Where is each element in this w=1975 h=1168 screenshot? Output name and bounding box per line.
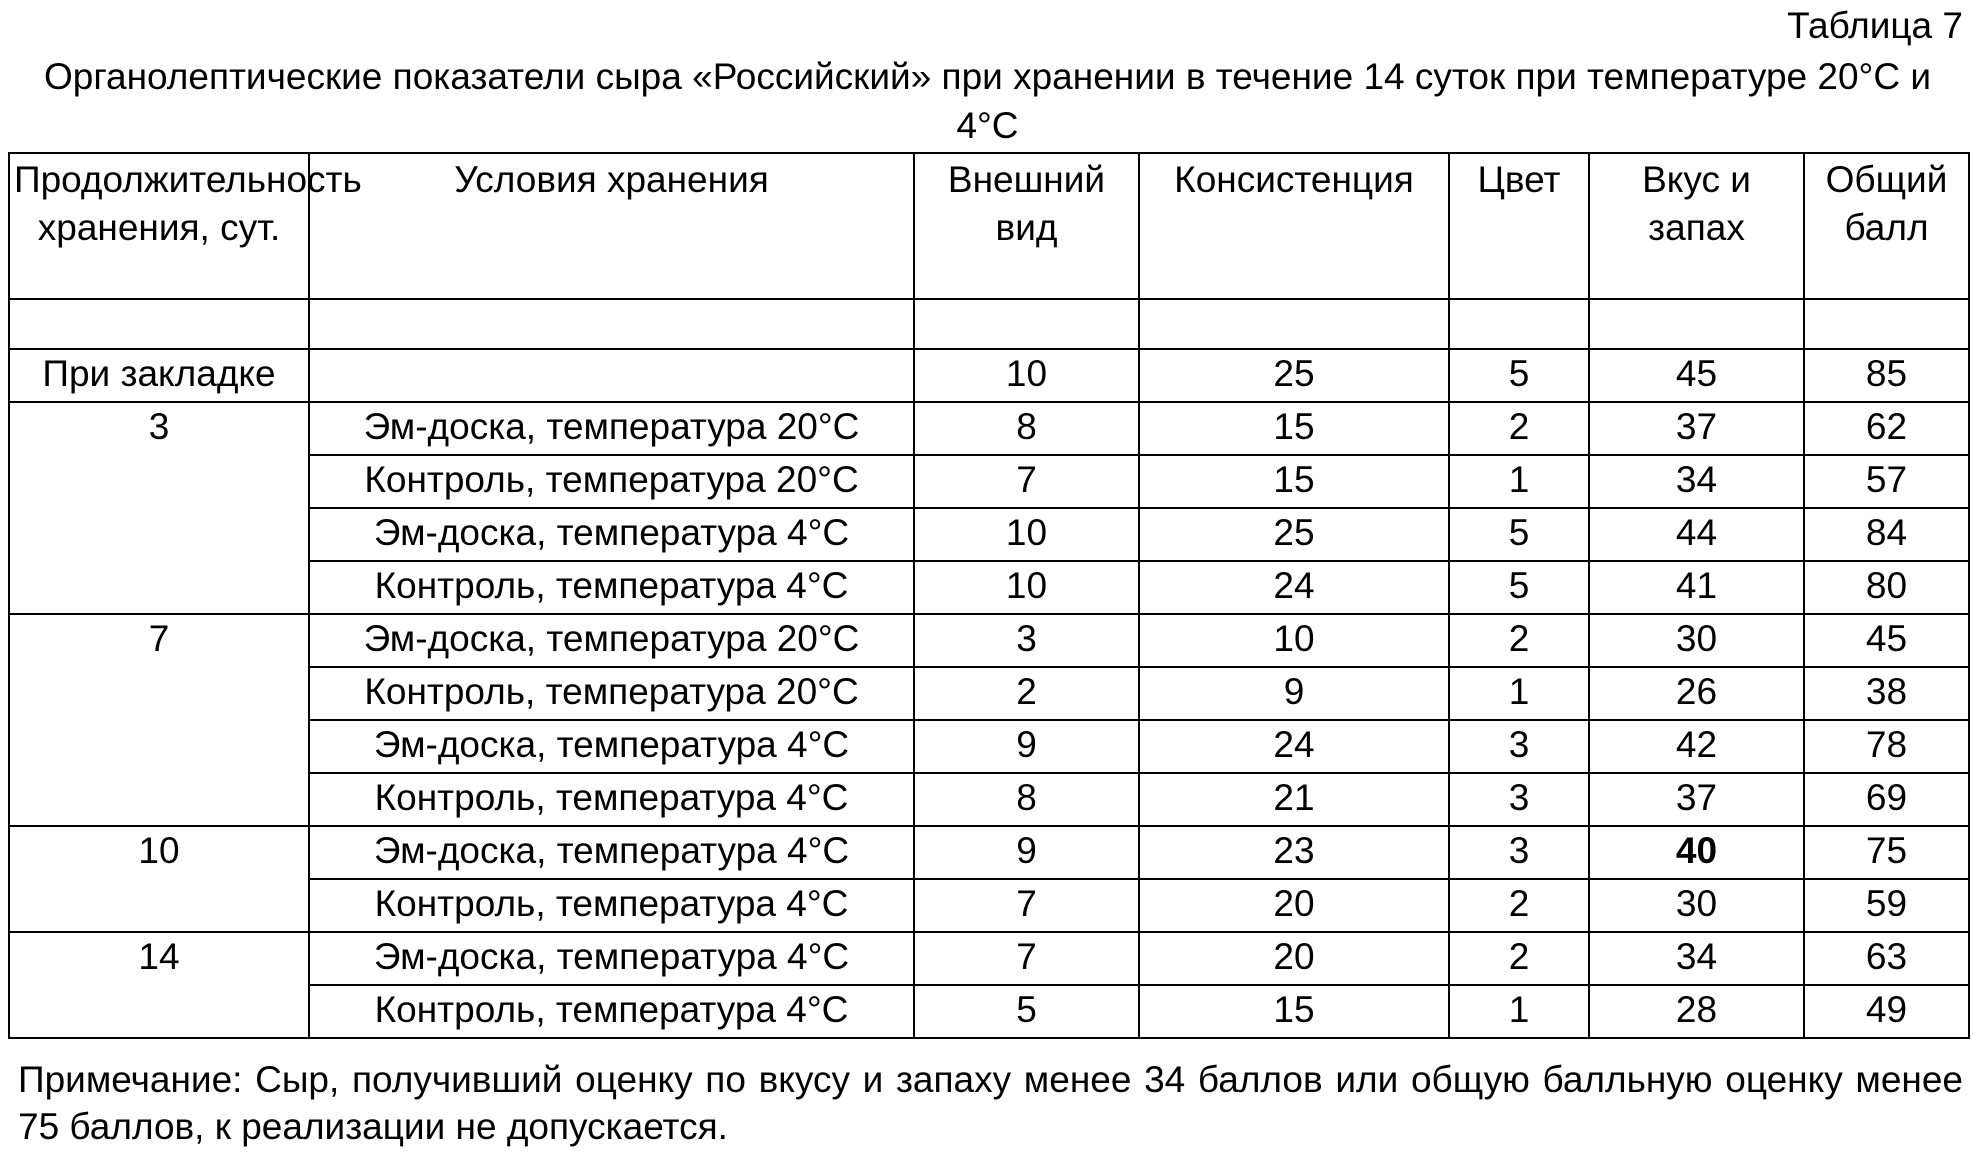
cell-taste: 30 <box>1589 614 1804 667</box>
cell-taste: 30 <box>1589 879 1804 932</box>
cell-consistency: 15 <box>1139 985 1449 1038</box>
cell-taste: 40 <box>1589 826 1804 879</box>
cell-total: 69 <box>1804 773 1969 826</box>
cell-consistency: 25 <box>1139 349 1449 402</box>
cell-appearance: 8 <box>914 402 1139 455</box>
cell-duration: 3 <box>9 402 309 614</box>
cell-appearance: 3 <box>914 614 1139 667</box>
cell-total: 84 <box>1804 508 1969 561</box>
cell-consistency: 15 <box>1139 402 1449 455</box>
cell-consistency: 20 <box>1139 879 1449 932</box>
cell-color: 1 <box>1449 985 1589 1038</box>
cell-color: 1 <box>1449 455 1589 508</box>
header-row <box>9 153 1969 299</box>
cell-taste: 37 <box>1589 402 1804 455</box>
empty-cell <box>1139 299 1449 349</box>
header-duration: Продолжительность хранения, сут. <box>9 153 309 299</box>
cell-appearance: 10 <box>914 349 1139 402</box>
table-row <box>9 402 1969 455</box>
cell-taste: 44 <box>1589 508 1804 561</box>
cell-consistency: 21 <box>1139 773 1449 826</box>
cell-consistency: 15 <box>1139 455 1449 508</box>
cell-condition: Эм-доска, температура 20°С <box>309 402 914 455</box>
empty-cell <box>914 299 1139 349</box>
empty-cell <box>9 299 309 349</box>
cell-color: 1 <box>1449 667 1589 720</box>
cell-condition: Контроль, температура 20°С <box>309 455 914 508</box>
cell-color: 2 <box>1449 614 1589 667</box>
cell-condition: Эм-доска, температура 4°С <box>309 720 914 773</box>
table-row <box>9 614 1969 667</box>
cell-appearance: 2 <box>914 667 1139 720</box>
cell-duration: 10 <box>9 826 309 932</box>
cell-appearance: 8 <box>914 773 1139 826</box>
cell-color: 2 <box>1449 402 1589 455</box>
header-appearance: Внешний вид <box>914 153 1139 299</box>
cell-appearance: 9 <box>914 720 1139 773</box>
cell-total: 80 <box>1804 561 1969 614</box>
initial-row <box>9 349 1969 402</box>
cell-condition: Контроль, температура 4°С <box>309 879 914 932</box>
table-row <box>9 826 1969 879</box>
cell-taste: 45 <box>1589 349 1804 402</box>
cell-color: 5 <box>1449 508 1589 561</box>
cell-consistency: 25 <box>1139 508 1449 561</box>
cell-total: 57 <box>1804 455 1969 508</box>
cell-color: 3 <box>1449 826 1589 879</box>
cell-total: 78 <box>1804 720 1969 773</box>
cell-duration: 7 <box>9 614 309 826</box>
cell-taste: 37 <box>1589 773 1804 826</box>
cell-taste: 28 <box>1589 985 1804 1038</box>
initial-condition <box>309 349 914 402</box>
cell-condition: Контроль, температура 4°С <box>309 985 914 1038</box>
cell-appearance: 7 <box>914 455 1139 508</box>
cell-taste: 26 <box>1589 667 1804 720</box>
cell-color: 3 <box>1449 720 1589 773</box>
cell-condition: Эм-доска, температура 4°С <box>309 826 914 879</box>
header-consistency: Консистенция <box>1139 153 1449 299</box>
header-conditions: Условия хранения <box>309 153 914 299</box>
cell-total: 59 <box>1804 879 1969 932</box>
cell-taste: 42 <box>1589 720 1804 773</box>
cell-total: 62 <box>1804 402 1969 455</box>
cell-condition: Эм-доска, температура 20°С <box>309 614 914 667</box>
cell-taste: 34 <box>1589 932 1804 985</box>
header-total: Общий балл <box>1804 153 1969 299</box>
cell-taste: 41 <box>1589 561 1804 614</box>
header-taste: Вкус и запах <box>1589 153 1804 299</box>
cell-condition: Контроль, температура 20°С <box>309 667 914 720</box>
cell-consistency: 9 <box>1139 667 1449 720</box>
empty-cell <box>1804 299 1969 349</box>
cell-consistency: 24 <box>1139 561 1449 614</box>
cell-consistency: 24 <box>1139 720 1449 773</box>
initial-label: При закладке <box>9 349 309 402</box>
empty-cell <box>1589 299 1804 349</box>
cell-condition: Контроль, температура 4°С <box>309 773 914 826</box>
cell-total: 38 <box>1804 667 1969 720</box>
cell-color: 2 <box>1449 879 1589 932</box>
empty-cell <box>1449 299 1589 349</box>
empty-cell <box>309 299 914 349</box>
cell-total: 49 <box>1804 985 1969 1038</box>
cell-consistency: 23 <box>1139 826 1449 879</box>
cell-color: 3 <box>1449 773 1589 826</box>
cell-appearance: 7 <box>914 879 1139 932</box>
cell-appearance: 10 <box>914 561 1139 614</box>
cell-appearance: 9 <box>914 826 1139 879</box>
cell-total: 63 <box>1804 932 1969 985</box>
cell-taste: 34 <box>1589 455 1804 508</box>
empty-row <box>9 299 1969 349</box>
cell-appearance: 10 <box>914 508 1139 561</box>
cell-condition: Эм-доска, температура 4°С <box>309 932 914 985</box>
cell-color: 2 <box>1449 932 1589 985</box>
cell-total: 45 <box>1804 614 1969 667</box>
cell-total: 75 <box>1804 826 1969 879</box>
cell-condition: Контроль, температура 4°С <box>309 561 914 614</box>
organoleptic-table <box>8 152 1970 1039</box>
cell-consistency: 20 <box>1139 932 1449 985</box>
table-note: Примечание: Сыр, получивший оценку по вкусу и запаху менее 34 баллов или общую балльную оценку менее 75 баллов, к реализации не допускается. <box>18 1059 1963 1147</box>
table-label: Таблица 7 <box>1787 5 1963 46</box>
cell-color: 5 <box>1449 561 1589 614</box>
table-row <box>9 932 1969 985</box>
cell-consistency: 10 <box>1139 614 1449 667</box>
cell-duration: 14 <box>9 932 309 1038</box>
cell-appearance: 5 <box>914 985 1139 1038</box>
cell-appearance: 7 <box>914 932 1139 985</box>
cell-total: 85 <box>1804 349 1969 402</box>
cell-condition: Эм-доска, температура 4°С <box>309 508 914 561</box>
header-color: Цвет <box>1449 153 1589 299</box>
cell-color: 5 <box>1449 349 1589 402</box>
table-title: Органолептические показатели сыра «Российский» при хранении в течение 14 суток при температуре 20°С и 4°С <box>43 56 1932 146</box>
